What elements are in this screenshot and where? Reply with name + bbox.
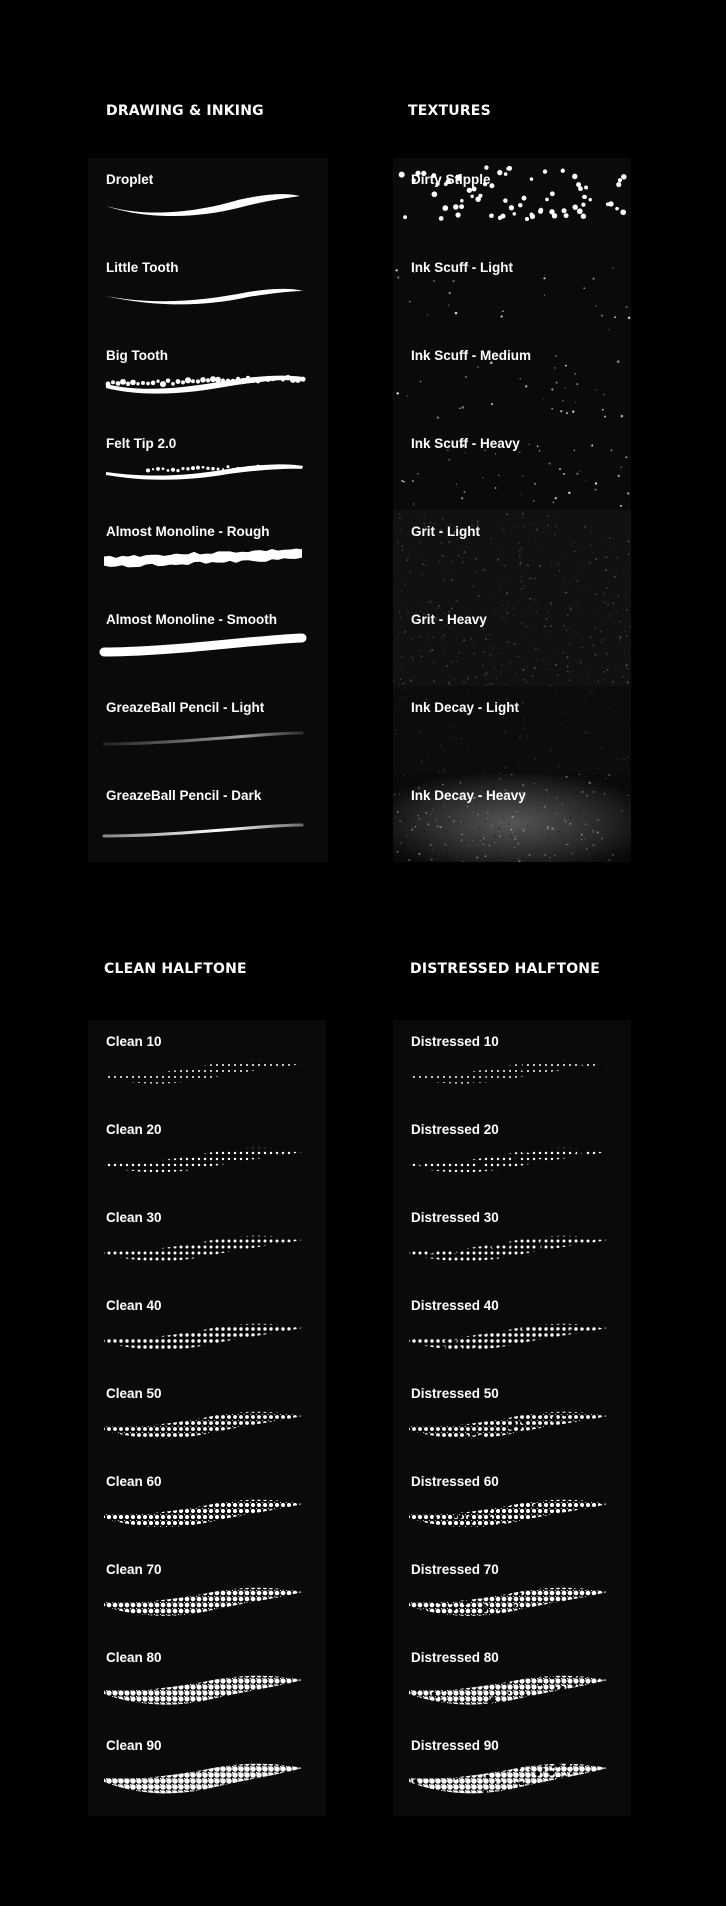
brush-name: Distressed 90: [411, 1738, 499, 1753]
brush-name: Little Tooth: [106, 260, 179, 275]
brush-item[interactable]: [88, 246, 328, 334]
brush-item[interactable]: [393, 158, 631, 246]
brush-name: Clean 30: [106, 1210, 162, 1225]
brush-item[interactable]: [88, 1196, 326, 1284]
brush-item[interactable]: [88, 1020, 326, 1108]
brush-item[interactable]: [393, 1636, 631, 1724]
brush-name: Ink Decay - Heavy: [411, 788, 526, 803]
brush-name: Felt Tip 2.0: [106, 436, 177, 451]
brush-name: Clean 20: [106, 1122, 162, 1137]
brush-item[interactable]: [88, 1108, 326, 1196]
brush-name: Clean 60: [106, 1474, 162, 1489]
brush-name: GreazeBall Pencil - Dark: [106, 788, 262, 803]
brush-item[interactable]: [88, 1372, 326, 1460]
brush-name: Clean 40: [106, 1298, 162, 1313]
brush-name: Grit - Light: [411, 524, 480, 539]
brush-item[interactable]: [393, 422, 631, 510]
brush-item[interactable]: [393, 686, 631, 774]
brush-name: Clean 80: [106, 1650, 162, 1665]
section-title-drawing: DRAWING & INKING: [106, 103, 264, 119]
brush-item[interactable]: [88, 422, 328, 510]
brush-item[interactable]: [88, 774, 328, 862]
brush-item[interactable]: [88, 1460, 326, 1548]
brush-item[interactable]: [88, 1548, 326, 1636]
brush-name: Big Tooth: [106, 348, 168, 363]
brush-name: Distressed 70: [411, 1562, 499, 1577]
brush-item[interactable]: [393, 334, 631, 422]
brush-item[interactable]: [393, 1196, 631, 1284]
distressed-halftone-brush-list: [393, 1020, 631, 1816]
brush-name: GreazeBall Pencil - Light: [106, 700, 265, 715]
section-title-textures: TEXTURES: [408, 103, 491, 119]
brush-item[interactable]: [393, 1108, 631, 1196]
brush-name: Ink Scuff - Medium: [411, 348, 532, 363]
brush-name: Almost Monoline - Rough: [106, 524, 270, 539]
brush-name: Clean 10: [106, 1034, 162, 1049]
brush-item[interactable]: [393, 1548, 631, 1636]
brush-item[interactable]: [393, 774, 631, 862]
clean-halftone-brush-list: [88, 1020, 326, 1816]
brush-item[interactable]: [393, 1372, 631, 1460]
brush-item[interactable]: [393, 1020, 631, 1108]
drawing-brush-list: [88, 158, 328, 862]
brush-item[interactable]: [88, 158, 328, 246]
brush-item[interactable]: [393, 598, 631, 686]
brush-name: Clean 50: [106, 1386, 162, 1401]
brush-name: Grit - Heavy: [411, 612, 487, 627]
brush-name: Distressed 80: [411, 1650, 499, 1665]
section-title-clean-halftone: CLEAN HALFTONE: [104, 961, 247, 977]
brush-item[interactable]: [393, 1284, 631, 1372]
brush-item[interactable]: [88, 686, 328, 774]
brush-name: Distressed 10: [411, 1034, 499, 1049]
brush-name: Ink Scuff - Heavy: [411, 436, 520, 451]
brush-name: Dirty Stipple: [411, 172, 491, 187]
brush-name: Distressed 30: [411, 1210, 499, 1225]
brush-item[interactable]: [88, 598, 328, 686]
brush-name: Clean 70: [106, 1562, 162, 1577]
brush-name: Ink Decay - Light: [411, 700, 520, 715]
brush-item[interactable]: [88, 1284, 326, 1372]
brush-item[interactable]: [393, 246, 631, 334]
brush-name: Almost Monoline - Smooth: [106, 612, 277, 627]
brush-name: Distressed 50: [411, 1386, 499, 1401]
brush-item[interactable]: [393, 1460, 631, 1548]
brush-item[interactable]: [393, 1724, 631, 1812]
brush-item[interactable]: [88, 1724, 326, 1812]
section-title-distressed-halftone: DISTRESSED HALFTONE: [410, 961, 600, 977]
brush-item[interactable]: [393, 510, 631, 598]
brush-name: Distressed 60: [411, 1474, 499, 1489]
brush-name: Distressed 40: [411, 1298, 499, 1313]
brush-item[interactable]: [88, 1636, 326, 1724]
brush-name: Distressed 20: [411, 1122, 499, 1137]
texture-brush-list: [393, 158, 631, 858]
brush-name: Ink Scuff - Light: [411, 260, 513, 275]
brush-item[interactable]: [88, 510, 328, 598]
brush-name: Droplet: [106, 172, 154, 187]
brush-name: Clean 90: [106, 1738, 162, 1753]
brush-item[interactable]: [88, 334, 328, 422]
